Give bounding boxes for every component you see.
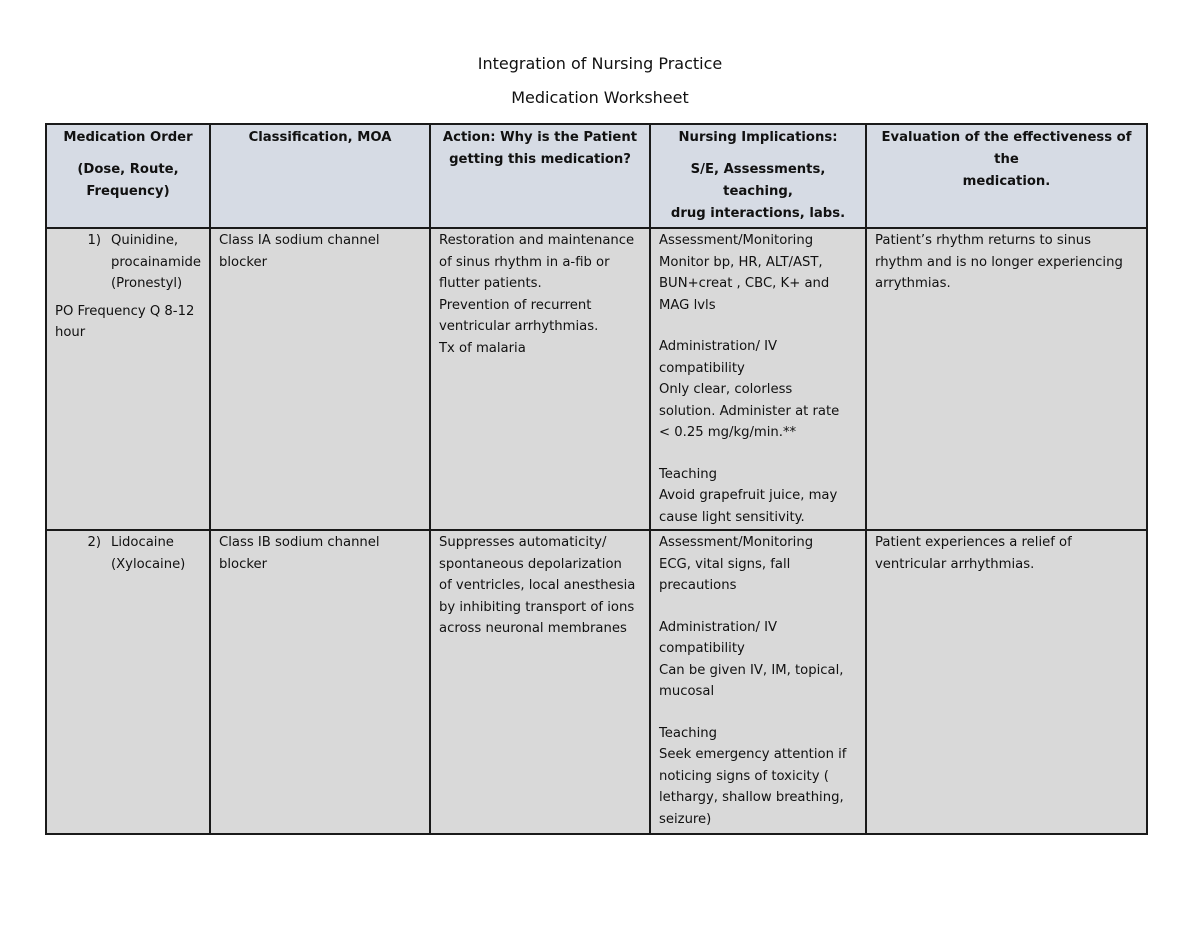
medication-order-cell: [46, 530, 210, 834]
frequency-text: [55, 301, 201, 344]
action-line: across neuronal membranes: [439, 621, 627, 636]
medication-name-line: (Xylocaine): [111, 556, 186, 572]
document-subtitle: Medication Worksheet: [511, 88, 689, 107]
medication-name: [111, 532, 201, 575]
header-text: Action: Why is the Patient: [442, 130, 638, 145]
header-evaluation: [866, 124, 1147, 228]
action-line: Tx of malaria: [439, 340, 526, 356]
action-line: flutter patients.: [439, 276, 542, 291]
action-line: Prevention of recurrent: [439, 297, 592, 313]
header-text: Medication Order: [63, 130, 193, 145]
header-text: Classification, MOA: [248, 130, 392, 145]
assessment-line: MAG lvls: [659, 297, 716, 313]
classification-line: blocker: [219, 556, 268, 572]
header-text: drug interactions, labs.: [670, 206, 846, 221]
administration-heading: compatibility: [659, 360, 745, 376]
teaching-line: seizure): [659, 811, 712, 827]
table-header-row: [46, 124, 1147, 228]
action-line: spontaneous depolarization: [439, 556, 622, 572]
medication-name-line: Lidocaine: [111, 535, 174, 550]
medication-name-line: (Pronestyl): [111, 276, 183, 291]
action-line: Restoration and maintenance: [439, 233, 635, 248]
administration-heading: Administration/ IV: [659, 619, 778, 635]
header-action: [430, 124, 650, 228]
assessment-line: precautions: [659, 578, 737, 593]
frequency-line: PO Frequency Q 8-12: [55, 303, 195, 319]
administration-line: mucosal: [659, 684, 715, 699]
header-nursing-implications: [650, 124, 866, 228]
action-line: of sinus rhythm in a-fib or: [439, 254, 610, 270]
evaluation-line: Patient experiences a relief of: [875, 535, 1072, 550]
nursing-implications-cell: [650, 228, 866, 530]
teaching-line: lethargy, shallow breathing,: [659, 790, 844, 805]
evaluation-cell: [866, 530, 1147, 834]
classification-line: Class IA sodium channel: [219, 233, 380, 248]
classification-line: Class IB sodium channel: [219, 535, 380, 550]
assessment-line: Monitor bp, HR, ALT/AST,: [659, 254, 823, 270]
medication-worksheet-table: [45, 123, 1148, 835]
nursing-implications-cell: [650, 530, 866, 834]
assessment-heading: Assessment/Monitoring: [659, 535, 814, 550]
action-cell: [430, 530, 650, 834]
administration-line: solution. Administer at rate: [659, 403, 840, 419]
teaching-line: Avoid grapefruit juice, may: [659, 488, 838, 503]
evaluation-line: arrythmias.: [875, 276, 951, 291]
medication-name: [111, 230, 201, 295]
document-header: [0, 52, 1200, 110]
evaluation-line: ventricular arrhythmias.: [875, 556, 1035, 572]
administration-line: Only clear, colorless: [659, 382, 793, 397]
list-number: 1): [87, 233, 101, 248]
evaluation-cell: [866, 228, 1147, 530]
administration-line: Can be given IV, IM, topical,: [659, 662, 844, 678]
administration-line: < 0.25 mg/kg/min.**: [659, 425, 797, 440]
medication-name-line: Quinidine,: [111, 233, 179, 248]
header-text: Evaluation of the effectiveness of the: [881, 130, 1132, 167]
ordered-item: [55, 532, 201, 575]
table-row: [46, 530, 1147, 834]
teaching-line: cause light sensitivity.: [659, 509, 805, 525]
header-text: (Dose, Route,: [77, 162, 179, 177]
header-text: getting this medication?: [449, 152, 631, 167]
administration-heading: Administration/ IV: [659, 339, 778, 354]
header-text: S/E, Assessments, teaching,: [690, 162, 826, 199]
medication-name-line: procainamide: [111, 254, 202, 270]
action-line: of ventricles, local anesthesia: [439, 578, 636, 593]
evaluation-line: rhythm and is no longer experiencing: [875, 254, 1123, 270]
header-text: medication.: [962, 174, 1051, 189]
action-line: by inhibiting transport of ions: [439, 599, 635, 615]
administration-heading: compatibility: [659, 641, 745, 656]
header-medication-order: [46, 124, 210, 228]
teaching-line: noticing signs of toxicity (: [659, 768, 829, 784]
classification-line: blocker: [219, 254, 268, 270]
action-line: Suppresses automaticity/: [439, 535, 607, 550]
assessment-line: ECG, vital signs, fall: [659, 556, 791, 572]
teaching-line: Seek emergency attention if: [659, 747, 847, 762]
medication-order-cell: [46, 228, 210, 530]
header-text: Frequency): [86, 184, 170, 199]
action-cell: [430, 228, 650, 530]
evaluation-line: Patient’s rhythm returns to sinus: [875, 233, 1092, 248]
assessment-heading: Assessment/Monitoring: [659, 233, 814, 248]
table-row: [46, 228, 1147, 530]
teaching-heading: Teaching: [659, 725, 718, 741]
frequency-line: hour: [55, 325, 86, 340]
teaching-heading: Teaching: [659, 466, 718, 482]
assessment-line: BUN+creat , CBC, K+ and: [659, 276, 830, 291]
document-title: Integration of Nursing Practice: [477, 54, 723, 73]
ordered-item: [55, 230, 201, 295]
action-line: ventricular arrhythmias.: [439, 319, 599, 334]
classification-cell: [210, 228, 430, 530]
list-number: 2): [87, 535, 101, 550]
header-classification: [210, 124, 430, 228]
header-text: Nursing Implications:: [678, 130, 838, 145]
classification-cell: [210, 530, 430, 834]
